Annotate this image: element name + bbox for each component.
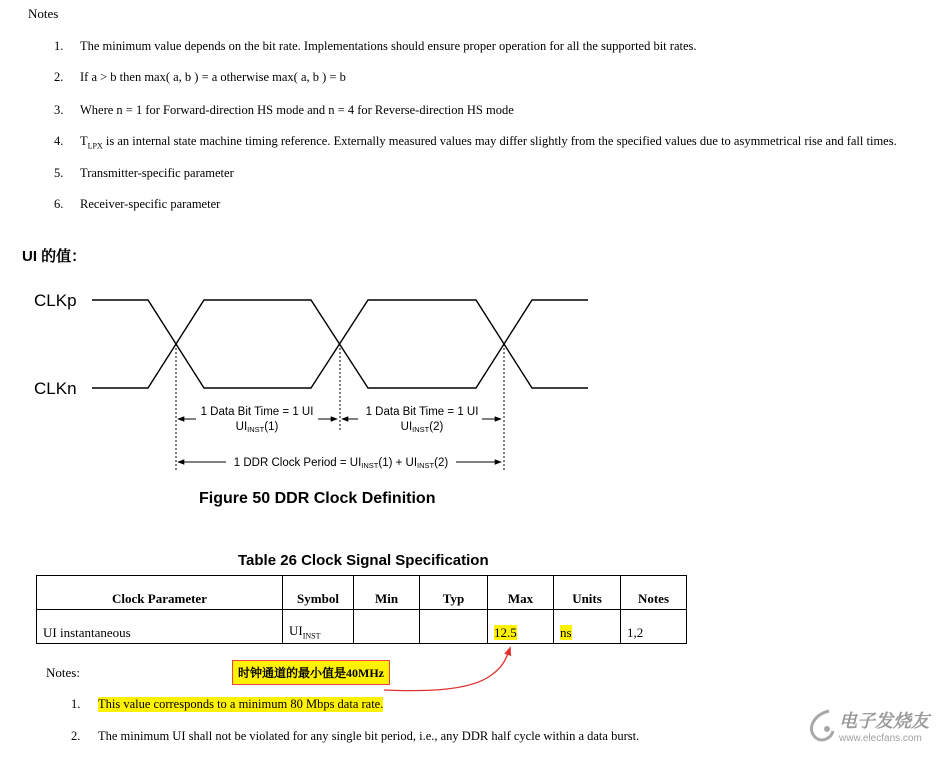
note-number: 3. (54, 103, 64, 117)
note-item-4 (54, 134, 934, 150)
ddr-clock-diagram (0, 280, 947, 480)
header-symbol: Symbol (283, 576, 354, 610)
note-item-6 (54, 197, 934, 213)
table-note-text-highlight: This value corresponds to a minimum 80 Mbps data rate. (98, 697, 384, 711)
ui-inst-1-label: UIINST(1) (235, 421, 279, 434)
cell-typ (420, 610, 488, 644)
ddr-period-label: 1 DDR Clock Period = UIINST(1) + UIINST(2) (233, 457, 449, 470)
table-note-number: 2. (71, 729, 81, 743)
logo-swirl-icon (803, 707, 839, 747)
notes-heading: Notes (28, 6, 59, 21)
clock-spec-table (36, 575, 687, 644)
table-title: Table 26 Clock Signal Specification (238, 552, 489, 569)
ui-inst-2-label: UIINST(2) (400, 421, 444, 434)
bit-time-label-1: 1 Data Bit Time = 1 UI (200, 406, 314, 418)
note-text: Where n = 1 for Forward-direction HS mode and n = 4 for Reverse-direction HS mode (80, 103, 514, 117)
note-item-2 (54, 70, 934, 86)
figure-caption: Figure 50 DDR Clock Definition (199, 490, 436, 507)
cell-max (488, 610, 554, 644)
cell-units (554, 610, 621, 644)
note-text: The minimum value depends on the bit rate. Implementations should ensure proper operation for all the supported bit rates. (80, 39, 697, 53)
max-value-highlight: 12.5 (494, 625, 517, 640)
units-highlight: ns (560, 625, 572, 640)
table-note-item-2 (71, 729, 771, 745)
note-number: 2. (54, 70, 64, 84)
cell-min (354, 610, 420, 644)
watermark-url: www.elecfans.com (839, 733, 922, 744)
clkp-label: CLKp (34, 291, 77, 310)
header-units: Units (554, 576, 621, 610)
annotation-callout: 时钟通道的最小值是40MHz (232, 660, 390, 685)
table-notes-heading: Notes: (46, 665, 80, 680)
note-number: 5. (54, 166, 64, 180)
note-number: 1. (54, 39, 64, 53)
header-notes: Notes (621, 576, 687, 610)
ui-value-heading: UI 的值： (22, 248, 87, 265)
header-min: Min (354, 576, 420, 610)
note-text: If a > b then max( a, b ) = a otherwise max( a, b ) = b (80, 70, 346, 84)
note-item-3 (54, 103, 934, 119)
cell-symbol: $UI_{INST}$ (283, 610, 354, 644)
note-number: 4. (54, 134, 64, 148)
watermark-main-text: 电子发烧友 (839, 711, 929, 731)
header-clock-parameter: Clock Parameter (37, 576, 283, 610)
note-text: Receiver-specific parameter (80, 197, 221, 211)
header-max: Max (488, 576, 554, 610)
note-text: Transmitter-specific parameter (80, 166, 234, 180)
table-note-text: The minimum UI shall not be violated for any single bit period, i.e., any DDR half cycle within a data burst. (98, 729, 640, 743)
note-item-1 (54, 39, 934, 55)
cell-notes: 1,2 (621, 610, 687, 644)
note-number: 6. (54, 197, 64, 211)
table-header-row (37, 576, 687, 610)
note-item-5 (54, 166, 934, 182)
cell-parameter: UI instantaneous (37, 610, 283, 644)
header-typ: Typ (420, 576, 488, 610)
annotation-arrow (380, 640, 520, 700)
note-text: $T_{LPX}$ is an internal state machine timing reference. Externally measured values may differ slightly from the specified values due to asymmetrical rise and fall times. (80, 134, 897, 151)
bit-time-label-2: 1 Data Bit Time = 1 UI (365, 406, 479, 418)
table-note-number: 1. (71, 697, 81, 711)
clkn-label: CLKn (34, 379, 77, 398)
table-row (37, 610, 687, 644)
